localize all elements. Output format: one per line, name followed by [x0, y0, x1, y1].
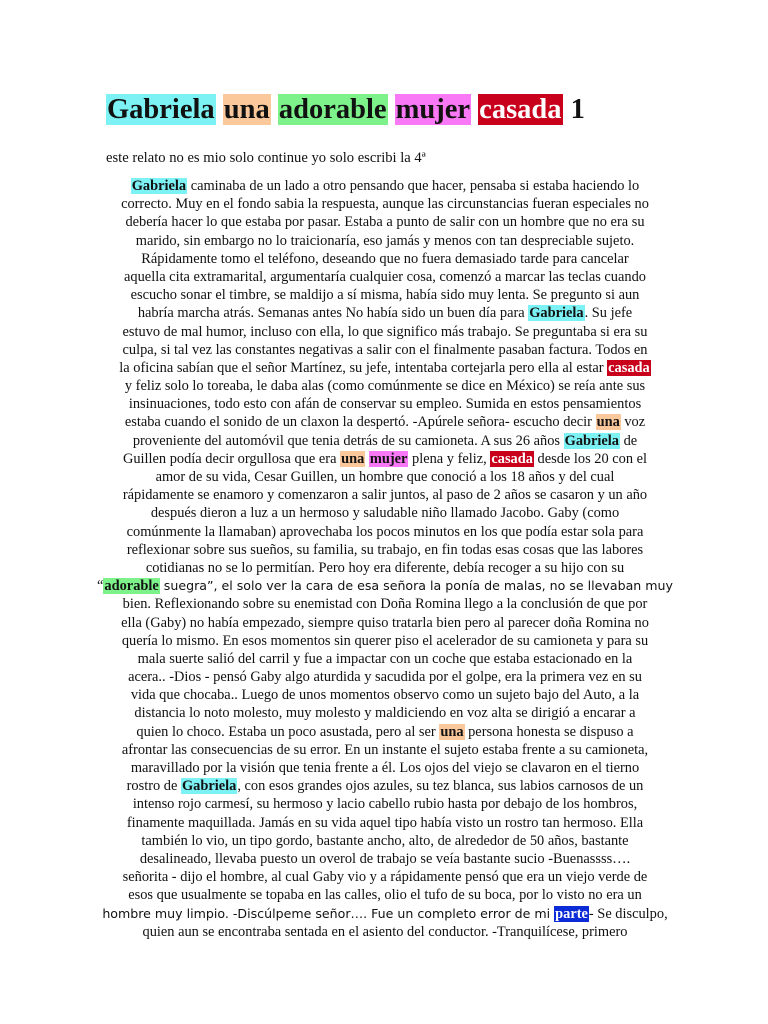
text-segment: vida que chocaba.. Luego de unos momentos observo como un sujeto bajo del Auto, a la — [130, 687, 640, 704]
text-segment: desalineado, llevaba puesto un overol de trabajo se veía bastante sucio -Buenassss…. — [139, 850, 631, 867]
text-segment: marido, sin embargo no lo traicionaría, eso jamás y menos con tan despreciable sujeto. — [135, 232, 635, 249]
text-line — [80, 632, 690, 650]
text-line — [80, 704, 690, 722]
text-line — [80, 850, 690, 868]
text-segment: finamente maquillada. Jamás en su vida aquel tipo había visto un rostro tan hermoso. Ella — [126, 814, 644, 831]
text-segment: insinuaciones, todo esto con afán de conservar su empleo. Sumida en estos pensamientos — [128, 396, 642, 413]
text-line — [80, 795, 690, 813]
text-segment: persona honesta se dispuso a — [464, 723, 634, 740]
text-segment: bien. Reflexionando sobre su enemistad con Doña Romina llego a la conclusión de que por — [122, 596, 648, 613]
text-line — [80, 523, 690, 541]
text-segment: maravillado por la visión que tenia frente a él. Los ojos del viejo se clavaron en el tierno — [130, 760, 640, 776]
text-line — [80, 323, 690, 341]
title-word-casada: casada — [479, 94, 562, 125]
text-line — [80, 832, 690, 850]
text-line — [80, 923, 690, 941]
text-line — [80, 668, 690, 686]
text-segment: proveniente del automóvil que tenia detrás de su camioneta. A sus 26 años — [132, 432, 564, 449]
text-line — [80, 614, 690, 632]
text-segment: cotidianas no se lo permitían. Pero hoy era diferente, debía recoger a su hijo con su — [145, 559, 625, 576]
text-line — [80, 450, 690, 468]
text-segment: “ — [97, 578, 104, 595]
document-title — [106, 92, 586, 128]
text-line — [80, 905, 690, 923]
highlight-una: una — [341, 450, 365, 467]
text-segment: y feliz solo lo toreaba, le daba alas (como comúnmente se dice en México) se reía ante sus — [124, 378, 646, 395]
text-segment: comúnmente la llamaban) aprovechaba los pocos minutos en los que podía estar sola para — [126, 523, 644, 540]
text-line — [80, 868, 690, 886]
text-line — [80, 541, 690, 559]
text-line — [80, 686, 690, 704]
highlight-mujer: mujer — [369, 450, 408, 467]
text-line — [80, 741, 690, 759]
text-segment: mala suerte salió del carril y fue a impactar con un coche que estaba estacionado en la — [137, 650, 633, 667]
text-segment: de — [619, 432, 638, 449]
text-segment: caminaba de un lado a otro pensando que hacer, pensaba si estaba haciendo lo — [187, 178, 640, 194]
text-line — [80, 559, 690, 577]
text-segment: estuvo de mal humor, incluso con ella, lo que significo más trabajo. Se preguntaba si era su — [122, 323, 648, 340]
text-segment: debería hacer lo que estaba por pasar. Estaba a punto de salir con un hombre que no era su — [125, 214, 645, 231]
text-line — [80, 250, 690, 268]
highlight-gabriela: Gabriela — [564, 432, 619, 449]
highlight-adorable: adorable — [104, 578, 159, 595]
text-line — [80, 359, 690, 377]
text-line — [80, 777, 690, 795]
text-line — [80, 286, 690, 304]
text-line — [80, 577, 690, 595]
highlight-gabriela: Gabriela — [131, 178, 187, 194]
text-line — [80, 341, 690, 359]
text-segment: esos que usualmente se topaba en las calles, olio el tufo de su boca, por lo visto no era un — [128, 887, 642, 904]
text-segment: intenso rojo carmesí, su hermoso y lacio cabello rubio hasta por debajo de los hombros, — [132, 796, 638, 813]
text-segment: ella (Gaby) no había empezado, siempre quiso tratarla bien pero al parecer doña Romina no — [121, 614, 649, 631]
text-segment: también lo vio, un tipo gordo, bastante ancho, alto, de alrededor de 50 años, bastante — [141, 832, 629, 849]
text-line — [80, 195, 690, 213]
text-segment: rostro de — [126, 778, 181, 795]
text-segment: Rápidamente tomo el teléfono, deseando que no fuera demasiado tarde para cancelar — [141, 250, 629, 267]
text-segment: culpa, si tal vez las constantes negativas a salir con el finalmente pasaban factura. Todos en — [122, 341, 648, 358]
text-segment: suegra”, el solo ver la cara de esa señora la ponía de malas, no se llevaban muy — [159, 578, 673, 594]
text-line — [80, 486, 690, 504]
highlight-parte: parte — [555, 905, 588, 922]
text-segment: señorita - dijo el hombre, al cual Gaby vio y a rápidamente pensó que era un viejo verde de — [122, 869, 648, 886]
title-word-gabriela: Gabriela — [107, 94, 215, 125]
text-segment: escucho sonar el timbre, se maldijo a sí misma, había sido muy lenta. Se pregunto si aun — [130, 287, 640, 304]
text-segment: la oficina sabían que el señor Martínez, su jefe, intentaba cortejarla pero ella al estar — [119, 359, 608, 376]
text-line — [80, 268, 690, 286]
text-segment: hombre muy limpio. -Discúlpeme señor…. Fue un completo error de mi — [102, 905, 555, 921]
text-segment: quien aun se encontraba sentada en el asiento del conductor. -Tranquilícese, primero — [142, 923, 628, 940]
text-line — [80, 759, 690, 777]
text-segment: , con esos grandes ojos azules, su tez blanca, sus labios carnosos de un — [237, 778, 644, 795]
text-line — [80, 504, 690, 522]
text-segment: - Se disculpo, — [588, 905, 668, 922]
highlight-una: una — [440, 723, 464, 740]
text-line — [80, 413, 690, 431]
text-segment: Guillen podía decir orgullosa que era — [122, 450, 341, 467]
text-line — [80, 886, 690, 904]
text-line — [80, 304, 690, 322]
text-segment: distancia lo noto molesto, muy molesto y maldiciendo en voz alta se dirigió a encarar a — [134, 705, 636, 722]
text-line — [80, 595, 690, 613]
text-segment: voz — [620, 414, 646, 431]
text-segment: reflexionar sobre sus sueños, su familia, su trabajo, en fin todas esas cosas que las labores — [126, 541, 644, 558]
title-word-una: una — [223, 94, 270, 125]
text-line — [80, 723, 690, 741]
text-segment: estaba cuando el sonido de un claxon la despertó. -Apúrele señora- escucho decir — [124, 414, 596, 431]
title-word-mujer: mujer — [395, 94, 471, 125]
highlight-gabriela: Gabriela — [529, 305, 584, 322]
text-segment: plena y feliz, — [408, 450, 491, 467]
text-segment: rápidamente se enamoro y comenzaron a salir juntos, al paso de 2 años se casaron y un año — [122, 487, 648, 504]
title-word-number: 1 — [570, 94, 585, 125]
text-segment: desde los 20 con el — [533, 450, 648, 467]
text-line — [80, 468, 690, 486]
title-word-adorable: adorable — [278, 94, 387, 125]
text-segment: correcto. Muy en el fondo sabia la respuesta, aunque las circunstancias fueran especiales no — [121, 196, 649, 213]
text-segment: afrontar las consecuencias de su error. En un instante el sujeto estaba frente a su camioneta, — [121, 741, 649, 758]
text-segment: después dieron a luz a un hermoso y saludable niño llamado Jacobo. Gaby (como — [150, 505, 620, 522]
text-segment: habría marcha atrás. Semanas antes No había sido un buen día para — [137, 305, 529, 322]
highlight-gabriela: Gabriela — [181, 778, 237, 795]
text-line — [80, 814, 690, 832]
text-segment: amor de su vida, Cesar Guillen, un hombre que conoció a los 18 años y del cual — [155, 469, 615, 485]
text-segment: aquella cita extramarital, argumentaría cualquier cosa, comenzó a marcar las teclas cuando — [124, 268, 646, 285]
highlight-casada: casada — [608, 359, 650, 376]
highlight-casada: casada — [491, 450, 533, 467]
text-segment: . Su jefe — [584, 305, 633, 322]
text-line — [80, 432, 690, 450]
text-line — [80, 232, 690, 250]
document-subtitle: este relato no es mio solo continue yo solo escribi la 4ª — [106, 150, 426, 166]
text-segment: acera.. -Dios - pensó Gaby algo aturdida y sacudida por el golpe, era la primera vez en su — [128, 669, 642, 686]
text-line — [80, 395, 690, 413]
text-segment: quería lo mismo. En esos momentos sin querer piso el acelerador de su camioneta y para su — [121, 632, 649, 649]
text-line — [80, 377, 690, 395]
story-body — [80, 177, 690, 941]
highlight-una: una — [596, 414, 620, 431]
text-line — [80, 213, 690, 231]
text-line — [80, 650, 690, 668]
text-segment: quien lo choco. Estaba un poco asustada, pero al ser — [136, 723, 440, 740]
text-line — [80, 177, 690, 195]
